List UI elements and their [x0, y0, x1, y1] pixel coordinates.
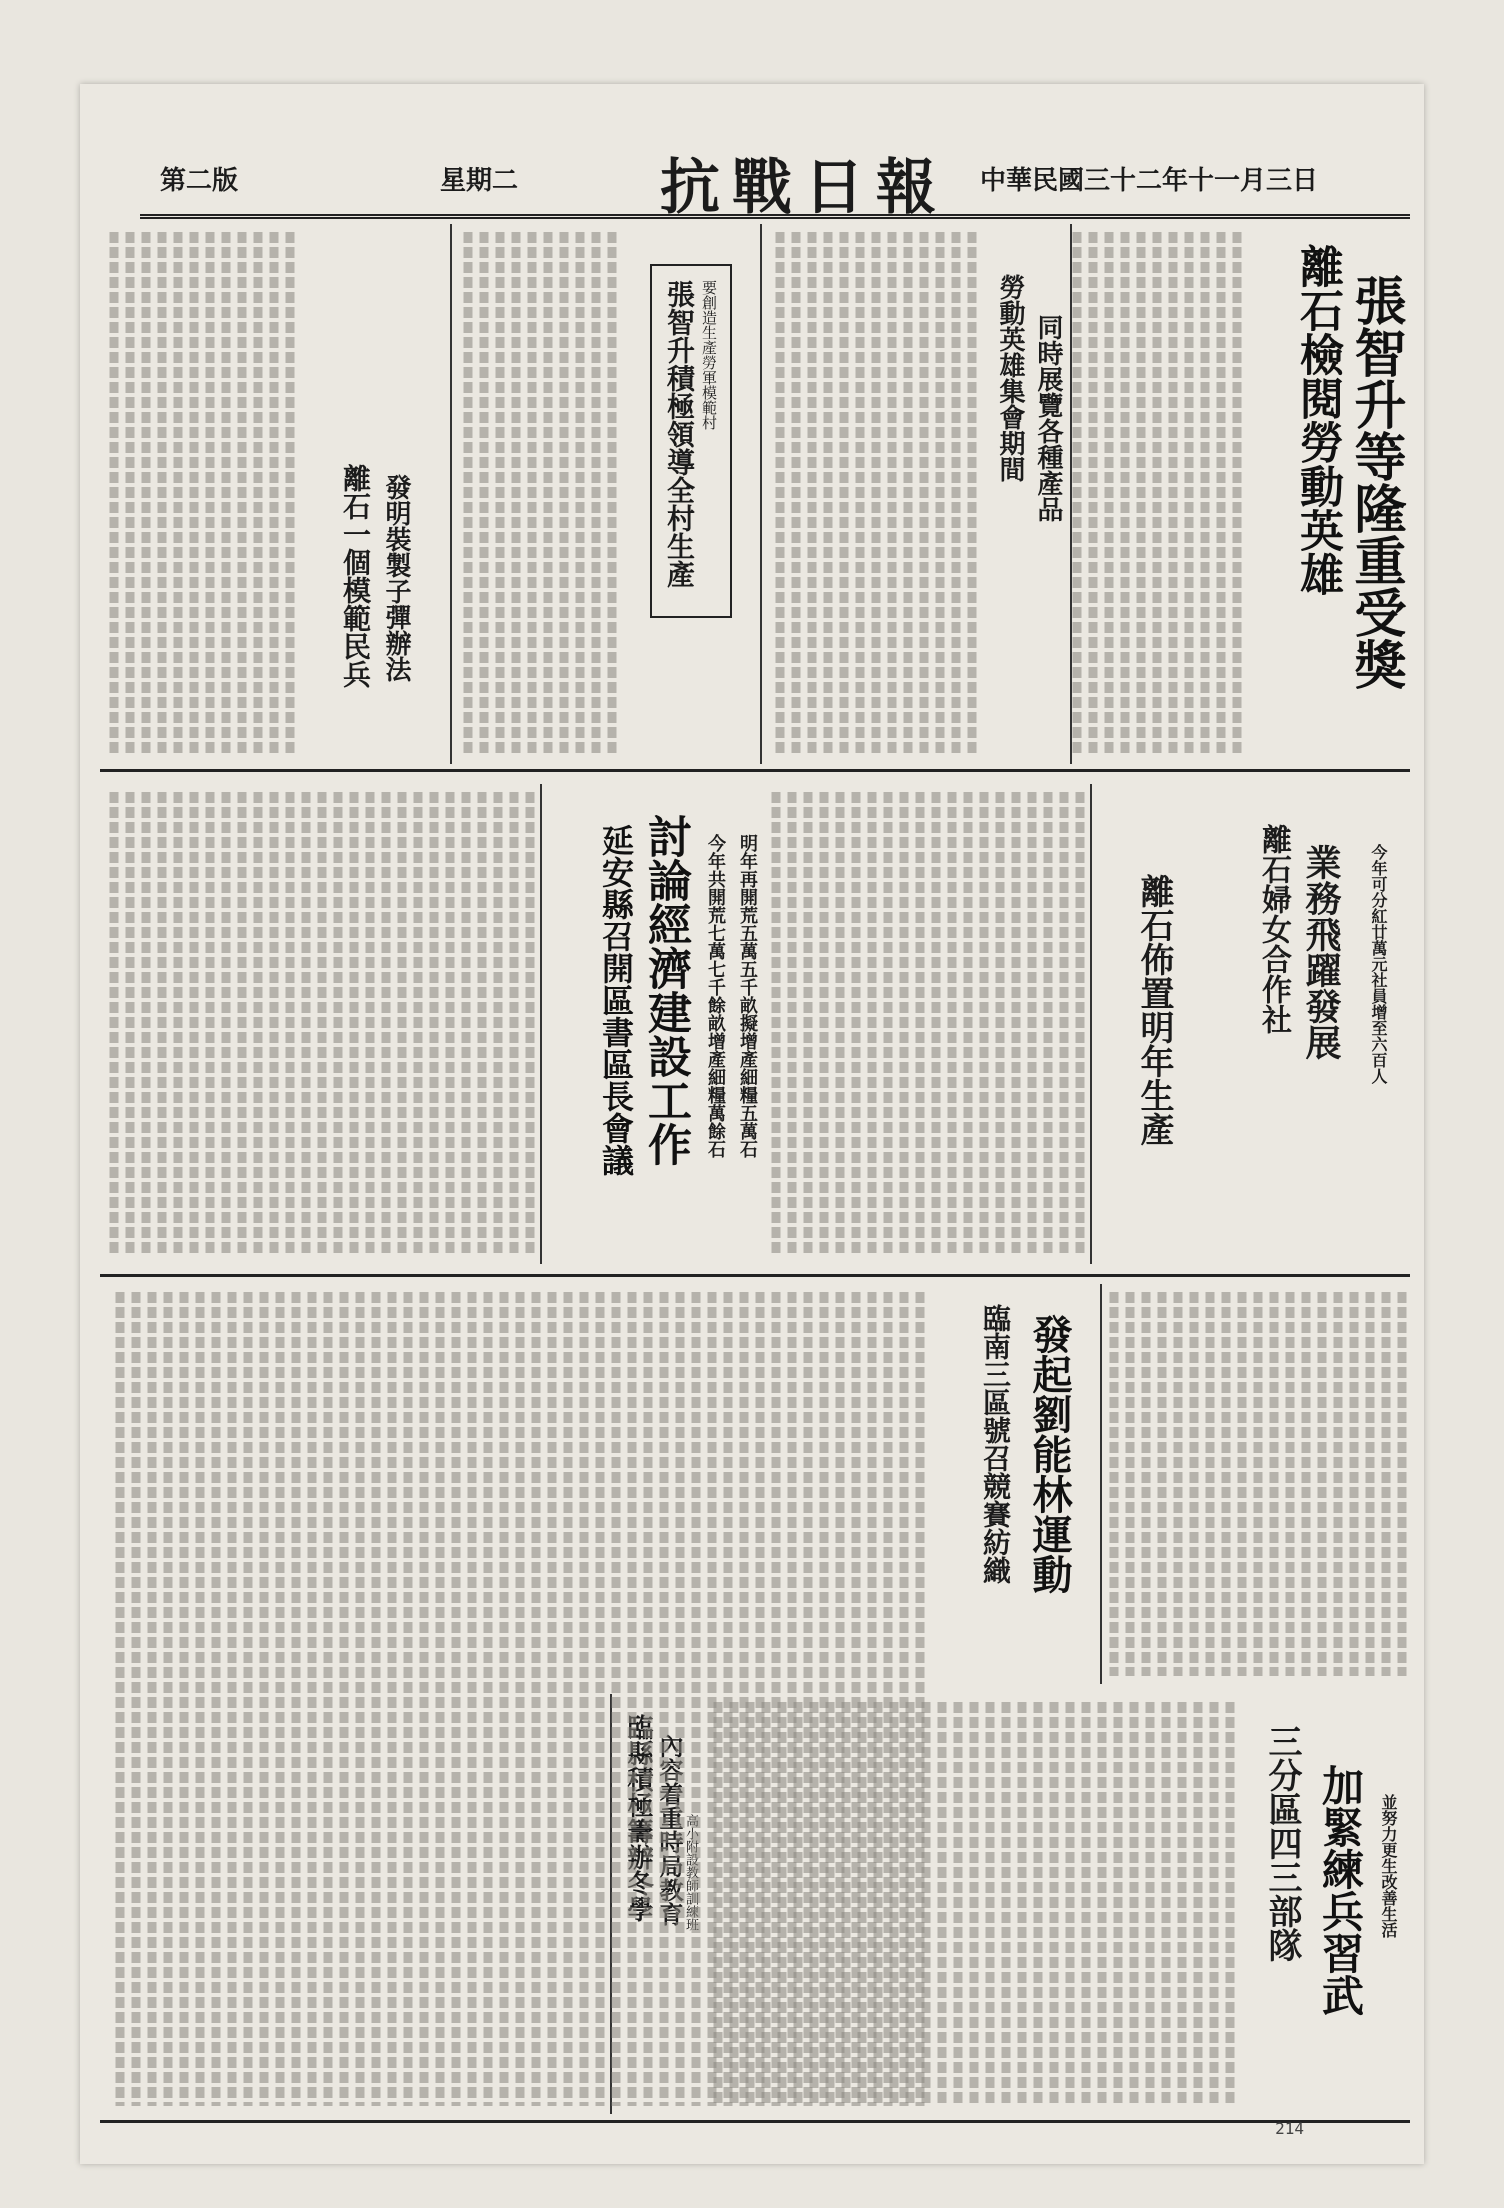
body-text-texture — [100, 784, 540, 1264]
zhang-article — [620, 224, 760, 764]
education-headline-2: 內容着重時局教育 — [655, 1734, 684, 1926]
left-body — [100, 224, 300, 764]
soldier-headline-1: 離石一個模範民兵 — [339, 464, 372, 688]
coop-article — [1210, 784, 1410, 1264]
section-divider — [100, 769, 1410, 772]
lead-body — [1070, 224, 1247, 764]
body-text-texture — [100, 1284, 930, 2114]
zhang-headline: 張智升積極領導全村生產 — [663, 280, 696, 588]
yanan-headline-1: 延安縣召開區書區長會議 — [597, 824, 635, 1176]
coop-headline-2: 業務飛躍發展 — [1300, 844, 1342, 1060]
coop-subhead: 今年可分紅廿萬元社員增至六百人 — [1369, 844, 1388, 1084]
militia-subhead: 並努力更生改善生活 — [1379, 1794, 1398, 1938]
education-subhead: 高小附設教師訓練班 — [683, 1814, 698, 1931]
weekday-label: 星期二 — [440, 166, 519, 196]
newspaper-title: 抗戰日報 — [660, 153, 948, 223]
lead-headline-2: 張智升等隆重受獎 — [1345, 274, 1406, 690]
militia-headline-1: 三分區四三部隊 — [1262, 1724, 1302, 1962]
issue-date: 中華民國三十二年十一月三日 — [980, 166, 1319, 196]
spinning-headline-1: 臨南三區號召競賽紡織 — [979, 1304, 1012, 1584]
spinning-article — [930, 1284, 1100, 1684]
zhang-subhead: 要創造生產勞軍模範村 — [700, 280, 718, 430]
body-text-texture — [1072, 224, 1247, 764]
lishi-plan-article — [1090, 784, 1202, 1264]
bottom-rule — [100, 2120, 1410, 2123]
bottom-left-body — [100, 1284, 930, 2114]
education-headline-1: 臨縣積極籌辦冬學 — [623, 1714, 653, 1922]
masthead — [140, 134, 1410, 223]
militia-headline-2: 加緊練兵習武 — [1316, 1764, 1365, 2016]
lishi-plan-body — [770, 784, 1090, 1264]
yanan-headline-2: 討論經濟建設工作 — [640, 814, 691, 1166]
yanan-subhead-1: 今年共開荒七萬七千餘畝增產細糧萬餘石 — [705, 834, 726, 1158]
lishi-plan-headline: 離石佈置明年生產 — [1134, 874, 1174, 1146]
yanan-body — [100, 784, 540, 1264]
body-text-texture — [770, 784, 1090, 1264]
spinning-headline-2: 發起劉能林運動 — [1026, 1314, 1073, 1594]
bottom-right-body — [1100, 1284, 1412, 1684]
zhang-body — [450, 224, 622, 764]
body-text-texture — [452, 224, 622, 764]
yanan-subhead-2: 明年再開荒五萬五千畝擬增產細糧五萬石 — [737, 834, 758, 1158]
soldier-article — [300, 444, 450, 764]
body-text-texture — [762, 224, 982, 764]
newspaper-page — [80, 84, 1424, 2164]
lead-article — [1250, 224, 1410, 764]
edition-label: 第二版 — [160, 166, 239, 196]
exhibition-body — [760, 224, 982, 764]
section-divider-2 — [100, 1274, 1410, 1277]
exhibition-headline-2: 同時展覽各種產品 — [1033, 314, 1063, 522]
militia-article — [1240, 1694, 1410, 2114]
soldier-headline-2: 發明裝製子彈辦法 — [381, 474, 411, 682]
exhibition-headline-1: 勞動英雄集會期間 — [995, 274, 1025, 482]
body-text-texture — [1102, 1284, 1412, 1684]
yanan-article — [540, 784, 772, 1264]
coop-headline-1: 離石婦女合作社 — [1256, 824, 1291, 1034]
lead-headline-1: 離石檢閱勞動英雄 — [1292, 244, 1343, 596]
body-text-texture — [100, 224, 300, 764]
exhibition-article — [980, 224, 1070, 764]
page-number: 214 — [1275, 2119, 1304, 2138]
